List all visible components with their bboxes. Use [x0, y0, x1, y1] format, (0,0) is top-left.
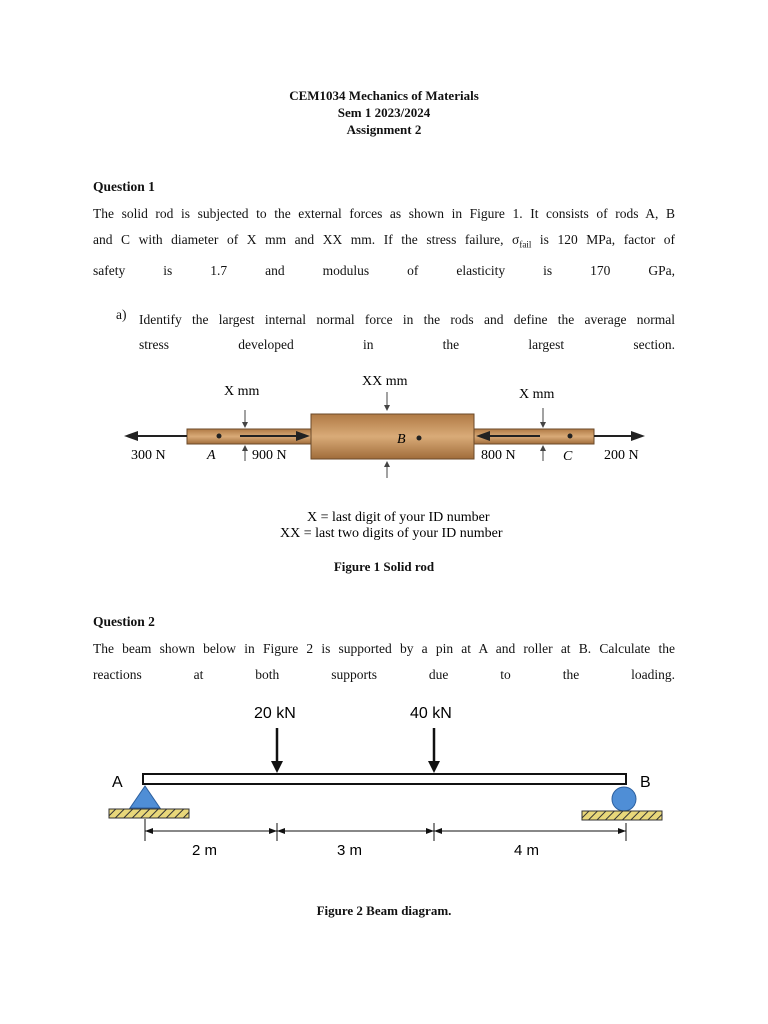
support-a-label: A — [112, 774, 123, 791]
label-point-b: B — [397, 432, 406, 447]
question-1-title: Question 1 — [93, 179, 155, 194]
label-800n: 800 N — [481, 448, 516, 463]
dim-4m: 4 m — [514, 842, 540, 859]
figure-1-caption: Figure 1 Solid rod — [333, 559, 435, 574]
question-1-text — [93, 201, 675, 284]
point-c-dot — [568, 434, 573, 439]
q2-line-1: The beam shown below in Figure 2 is supported by a pin at A and roller at B. Calculate the — [93, 641, 675, 656]
q1-line-1: The solid rod is subjected to the external forces as shown in Figure 1. It consists of rods A, B — [93, 206, 675, 221]
q2-line-2: reactions at both supports due to the loading. — [93, 667, 675, 682]
figure-2-beam-diagram — [0, 695, 768, 870]
label-point-c: C — [563, 449, 573, 464]
label-300n: 300 N — [131, 448, 166, 463]
label-point-a: A — [207, 448, 216, 463]
note-xx: XX = last two digits of your ID number — [280, 526, 503, 541]
pin-support-a — [130, 786, 160, 808]
part-a-line-2: stress developed in the largest section. — [139, 337, 675, 352]
dim-3m: 3 m — [337, 842, 363, 859]
label-200n: 200 N — [604, 448, 639, 463]
figure-2-caption: Figure 2 Beam diagram. — [316, 903, 452, 918]
arrowhead-200 — [631, 431, 645, 441]
dimension-lines — [145, 819, 626, 841]
dim-2m: 2 m — [192, 842, 218, 859]
point-a-dot — [217, 434, 222, 439]
roller-support-b — [612, 787, 636, 811]
semester: Sem 1 2023/2024 — [337, 105, 431, 120]
note-x: X = last digit of your ID number — [307, 510, 490, 525]
label-x-mm-right: X mm — [519, 387, 555, 402]
support-b-label: B — [640, 774, 651, 791]
question-2-text — [93, 636, 675, 688]
ground-b — [582, 811, 662, 820]
figure-1-solid-rod — [0, 360, 768, 550]
rod-b — [311, 414, 474, 459]
q1-line-3: safety is 1.7 and modulus of elasticity is 170 GPa, — [93, 262, 675, 278]
point-b-dot — [417, 436, 422, 441]
load-40kn-label: 40 kN — [410, 705, 452, 722]
label-900n: 900 N — [252, 448, 287, 463]
course-title: CEM1034 Mechanics of Materials — [289, 88, 479, 103]
part-a-label: a) — [116, 307, 127, 322]
beam — [143, 774, 626, 784]
ground-a — [109, 809, 189, 818]
label-xx-mm: XX mm — [362, 374, 408, 389]
assignment-title: Assignment 2 — [346, 122, 422, 137]
part-a-text — [139, 307, 675, 357]
load-20kn-label: 20 kN — [254, 705, 296, 722]
label-x-mm-left: X mm — [224, 384, 260, 399]
question-2-title: Question 2 — [93, 614, 155, 629]
q1-line-2: and C with diameter of X mm and XX mm. If the stress failure, $\sigma_{fail}$ is 120 MPa, factor of — [93, 232, 675, 250]
part-a-line-1: Identify the largest internal normal force in the rods and define the average normal — [139, 312, 675, 327]
arrowhead-300 — [124, 431, 138, 441]
